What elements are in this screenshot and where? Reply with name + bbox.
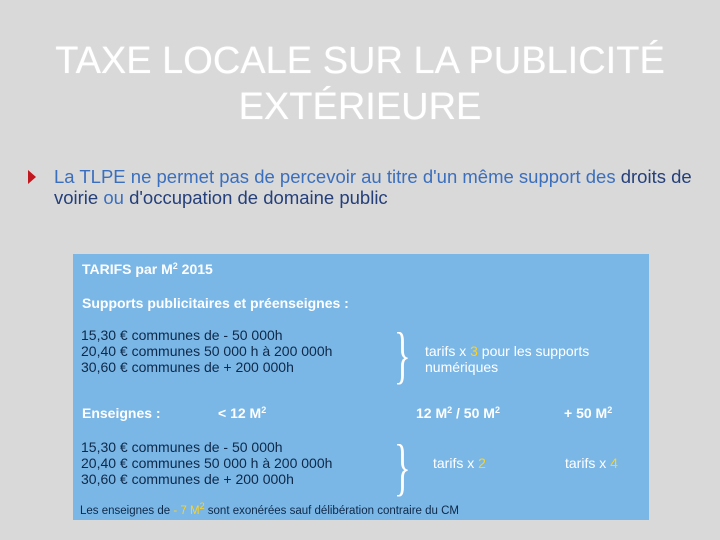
bullet-text-part-2: droits de voirie bbox=[54, 166, 692, 208]
enseignes-rate-line: 30,60 € communes de + 200 000h bbox=[81, 471, 294, 487]
supports-rate-line: 20,40 € communes 50 000 h à 200 000h bbox=[81, 343, 333, 359]
supports-rates bbox=[81, 327, 332, 375]
tariffs-panel bbox=[73, 254, 649, 520]
arrow-bullet-icon bbox=[28, 170, 36, 184]
tarifs-heading: TARIFS par $M^2$ 2015 bbox=[82, 261, 213, 277]
bullet-text-part-4: d'occupation de domaine public bbox=[129, 187, 388, 208]
enseignes-rate-line: 20,40 € communes 50 000 h à 200 000h bbox=[81, 455, 333, 471]
enseignes-multiplier-large: tarifs x 4 bbox=[565, 455, 618, 471]
supports-heading: Supports publicitaires et préenseignes : bbox=[82, 295, 349, 311]
title-line-1: TAXE LOCALE SUR LA PUBLICITÉ bbox=[55, 40, 665, 82]
enseignes-multiplier-medium: tarifs x 2 bbox=[433, 455, 486, 471]
enseignes-rate-line: 15,30 € communes de - 50 000h bbox=[81, 439, 283, 455]
enseignes-size-small: < 12 $M^2$ bbox=[218, 405, 267, 421]
supports-brace: } bbox=[393, 319, 411, 390]
bullet-text-part-3: ou bbox=[103, 187, 124, 208]
enseignes-rates bbox=[81, 439, 332, 487]
enseignes-heading: Enseignes : bbox=[82, 405, 161, 421]
exemption-note: Les enseignes de - 7 $M^2$ sont exonérées sauf délibération contraire du CM bbox=[80, 501, 459, 517]
supports-rate-line: 30,60 € communes de + 200 000h bbox=[81, 359, 294, 375]
bullet-item bbox=[28, 166, 708, 208]
supports-rate-line: 15,30 € communes de - 50 000h bbox=[81, 327, 283, 343]
enseignes-size-medium: 12 $M^2 / 50$ $M^2$ bbox=[416, 405, 500, 421]
slide-title bbox=[0, 38, 720, 130]
enseignes-size-large: + 50 $M^2$ bbox=[564, 405, 613, 421]
enseignes-brace: } bbox=[393, 431, 411, 502]
title-line-2: EXTÉRIEURE bbox=[238, 86, 482, 128]
bullet-text bbox=[54, 166, 708, 208]
supports-multiplier-note: tarifs x 3 pour les supports numériques bbox=[425, 343, 590, 375]
bullet-text-part-1: La TLPE ne permet pas de percevoir au titre d'un même support des bbox=[54, 166, 616, 187]
